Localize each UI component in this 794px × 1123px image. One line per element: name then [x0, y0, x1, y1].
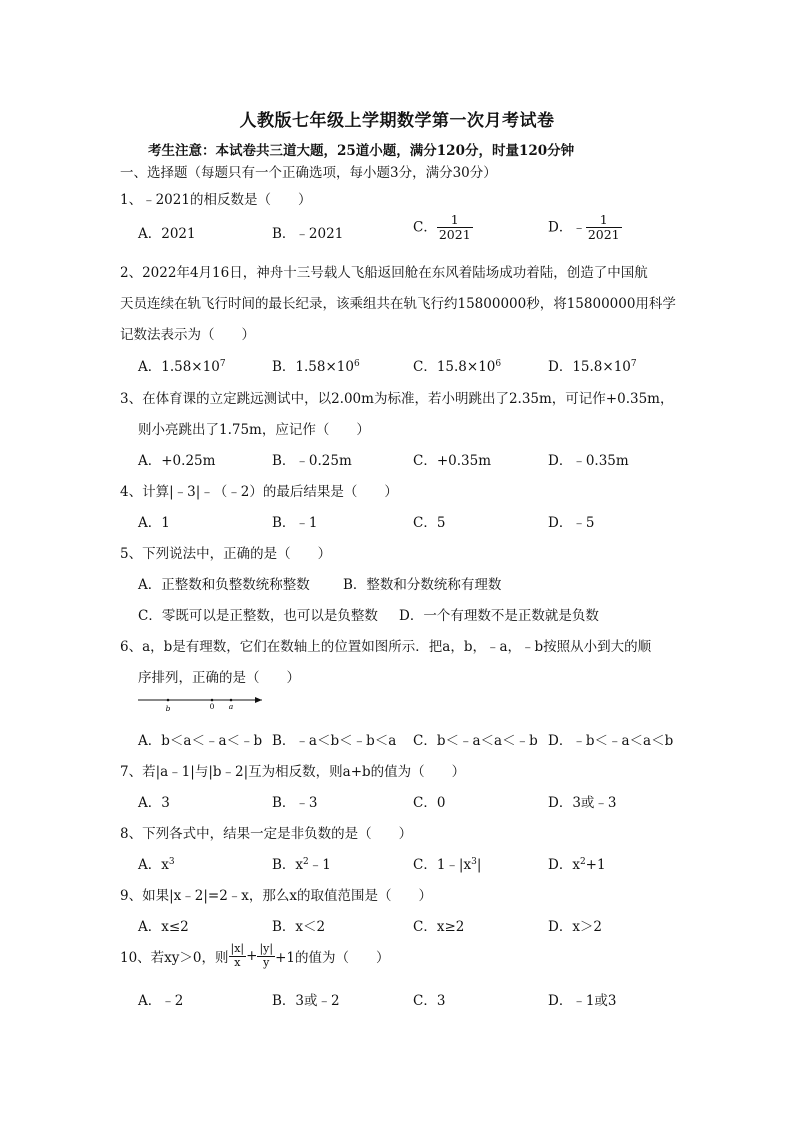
q3-stem-line1: 3、在体育课的立定跳远测试中，以2.00m为标准，若小明跳出了2.35m，可记作+0.35m，: [120, 391, 674, 407]
q4-option-c: C．5: [413, 515, 446, 531]
exam-notice: 考生注意：本试卷共三道大题，25道小题，满分120分，时量120分钟: [148, 143, 575, 159]
q9-option-a: A．x≤2: [138, 919, 189, 935]
point-a: [230, 699, 233, 702]
q5-option-d: D．一个有理数不是正数就是负数: [399, 608, 599, 624]
fraction: $\frac{1}{2021}$: [587, 212, 620, 243]
number-line-figure: [138, 692, 268, 714]
q2-stem-line3: 记数法表示为（ ）: [120, 327, 255, 343]
q8-option-c: C．$1﹣|x^3|$: [413, 857, 482, 873]
q9-option-d: D．x＞2: [548, 919, 603, 935]
label-zero: 0: [209, 702, 215, 711]
q4-option-d: D．﹣5: [548, 515, 595, 531]
exam-title: 人教版七年级上学期数学第一次月考试卷: [239, 111, 555, 131]
q4-option-b: B．﹣1: [272, 515, 318, 531]
fraction: $\frac{1}{2021}$: [438, 212, 471, 243]
q6-option-b: B．﹣a＜b＜﹣b＜a: [272, 733, 397, 749]
q7-option-a: A．3: [138, 795, 170, 811]
q6-stem-line1: 6、a，b是有理数，它们在数轴上的位置如图所示．把a，b，﹣a，﹣b按照从小到大的顺: [120, 639, 652, 655]
q7-option-d: D．3或﹣3: [548, 795, 617, 811]
q5-stem: 5、下列说法中，正确的是（ ）: [120, 546, 332, 562]
q2-stem-line1: 2、2022年4月16日，神舟十三号载人飞船返回舱在东风着陆场成功着陆，创造了中国航: [120, 265, 648, 281]
q1-option-b: B．﹣2021: [272, 226, 344, 242]
q5-option-c: C．零既可以是正整数，也可以是负整数: [138, 608, 378, 624]
q3-stem-line2: 则小亮跳出了1.75m，应记作（ ）: [138, 422, 370, 438]
q2-option-c: C．$15.8\times 10^6$: [413, 359, 502, 375]
q6-option-a: A．b＜a＜﹣a＜﹣b: [138, 733, 263, 749]
q6-option-c: C．b＜﹣a＜a＜﹣b: [413, 733, 538, 749]
q7-stem: 7、若|a﹣1|与|b﹣2|互为相反数，则a+b的值为（ ）: [120, 764, 466, 780]
q10-option-a: A．﹣2: [138, 993, 184, 1009]
q9-option-b: B．x＜2: [272, 919, 326, 935]
q1-option-c: C． $\frac{1}{2021}$: [413, 212, 471, 243]
fraction-abs-y: $\frac{|y|}{y}$: [259, 942, 274, 969]
q10-stem: 10、若xy＞0，则 $\frac{|x|}{x}$ + $\frac{|y|}{y}$ +1的值为（ ）: [120, 942, 390, 969]
q8-option-b: B．$x^2﹣1$: [272, 857, 331, 873]
q6-stem-line2: 序排列，正确的是（ ）: [138, 670, 300, 686]
q5-option-a: A．正整数和负整数统称整数: [138, 577, 310, 593]
q8-option-d: D．$x^2+1$: [548, 857, 606, 873]
q9-option-c: C．x≥2: [413, 919, 465, 935]
label-b: b: [165, 704, 171, 713]
q1-option-d: D．﹣ $\frac{1}{2021}$: [548, 212, 620, 243]
q10-option-b: B．3或﹣2: [272, 993, 340, 1009]
q10-option-d: D．﹣1或3: [548, 993, 617, 1009]
q4-option-a: A．1: [138, 515, 170, 531]
q6-option-d: D．﹣b＜﹣a＜a＜b: [548, 733, 674, 749]
q9-stem: 9、如果|x﹣2|=2﹣x，那么x的取值范围是（ ）: [120, 888, 433, 904]
q2-option-b: B．$1.58\times 10^6$: [272, 359, 360, 375]
q3-option-c: C．+0.35m: [413, 453, 492, 469]
fraction-abs-x: $\frac{|x|}{x}$: [230, 942, 245, 969]
q7-option-b: B．﹣3: [272, 795, 318, 811]
q4-stem: 4、计算|﹣3|﹣（﹣2）的最后结果是（ ）: [120, 484, 398, 500]
q3-option-d: D．﹣0.35m: [548, 453, 629, 469]
point-zero: [211, 699, 214, 702]
q3-option-a: A．+0.25m: [138, 453, 216, 469]
label-a: a: [228, 702, 234, 711]
point-b: [167, 699, 170, 702]
q7-option-c: C．0: [413, 795, 446, 811]
q2-option-a: A．$1.58\times 10^7$: [138, 359, 226, 375]
q8-stem: 8、下列各式中，结果一定是非负数的是（ ）: [120, 826, 413, 842]
q3-option-b: B．﹣0.25m: [272, 453, 352, 469]
q8-option-a: A．$x^3$: [138, 857, 175, 873]
q2-option-d: D．$15.8\times 10^7$: [548, 359, 637, 375]
q1-stem: 1、﹣2021的相反数是（ ）: [120, 192, 312, 208]
q2-stem-line2: 天员连续在轨飞行时间的最长纪录，该乘组共在轨飞行约15800000秒，将15800000用科学: [120, 296, 676, 312]
section-heading: 一、选择题（每题只有一个正确选项，每小题3分，满分30分）: [120, 165, 497, 181]
q10-option-c: C．3: [413, 993, 446, 1009]
q5-option-b: B．整数和分数统称有理数: [343, 577, 502, 593]
q1-option-a: A．2021: [138, 226, 196, 242]
